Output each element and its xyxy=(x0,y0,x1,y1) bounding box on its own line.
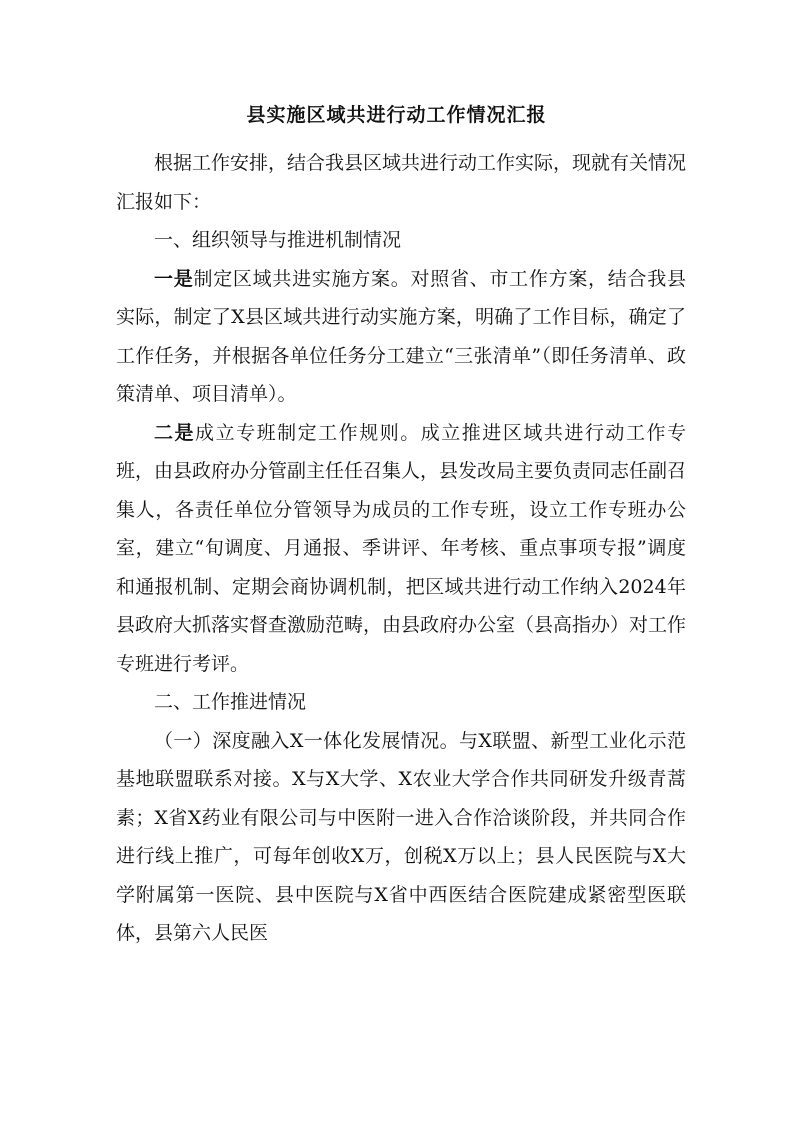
document-body xyxy=(116,144,686,953)
section-1-item-1 xyxy=(116,260,686,414)
section-1-heading: 一、组织领导与推进机制情况 xyxy=(154,229,402,251)
document-title: 县实施区域共进行动工作情况汇报 xyxy=(246,104,547,126)
item-2-text: 成立专班制定工作规则。成立推进区域共进行动工作专班，由县政府办分管副主任任召集人，县发改局主要负责同志任副召集人，各责任单位分管领导为成员的工作专班，设立工作专班办公室，建立“旬调度、月通报、季讲评、年考核、重点事项专报”调度和通报机制、定期会商协调机制，把区域共进行动工作纳入2024年县政府大抓落实督查激励范畴，由县政府办公室（县高指办）对工作专班进行考评。 xyxy=(116,421,687,675)
section-2-heading: 二、工作推进情况 xyxy=(154,691,307,713)
item-1-lead: 一是 xyxy=(154,267,194,290)
intro-paragraph: 根据工作安排，结合我县区域共进行动工作实际，现就有关情况汇报如下： xyxy=(116,152,687,213)
section-2-subsection-1: （一）深度融入X一体化发展情况。与X联盟、新型工业化示范基地联盟联系对接。X与X大学、X农业大学合作共同研发升级青蒿素；X省X药业有限公司与中医附一进入合作洽谈阶段，并共同合作进行线上推广，可每年创收X万，创税X万以上；县人民医院与X大学附属第一医院、县中医院与X省中西医结合医院建成紧密型医联体，县第六人民医 xyxy=(116,729,686,944)
section-1-item-2 xyxy=(116,414,686,684)
item-1-text: 制定区域共进实施方案。对照省、市工作方案，结合我县实际，制定了X县区域共进行动实施方案，明确了工作目标，确定了工作任务，并根据各单位任务分工建立“三张清单”（即任务清单、政策清单、项目清单）。 xyxy=(116,267,686,405)
item-2-lead: 二是 xyxy=(154,421,196,444)
